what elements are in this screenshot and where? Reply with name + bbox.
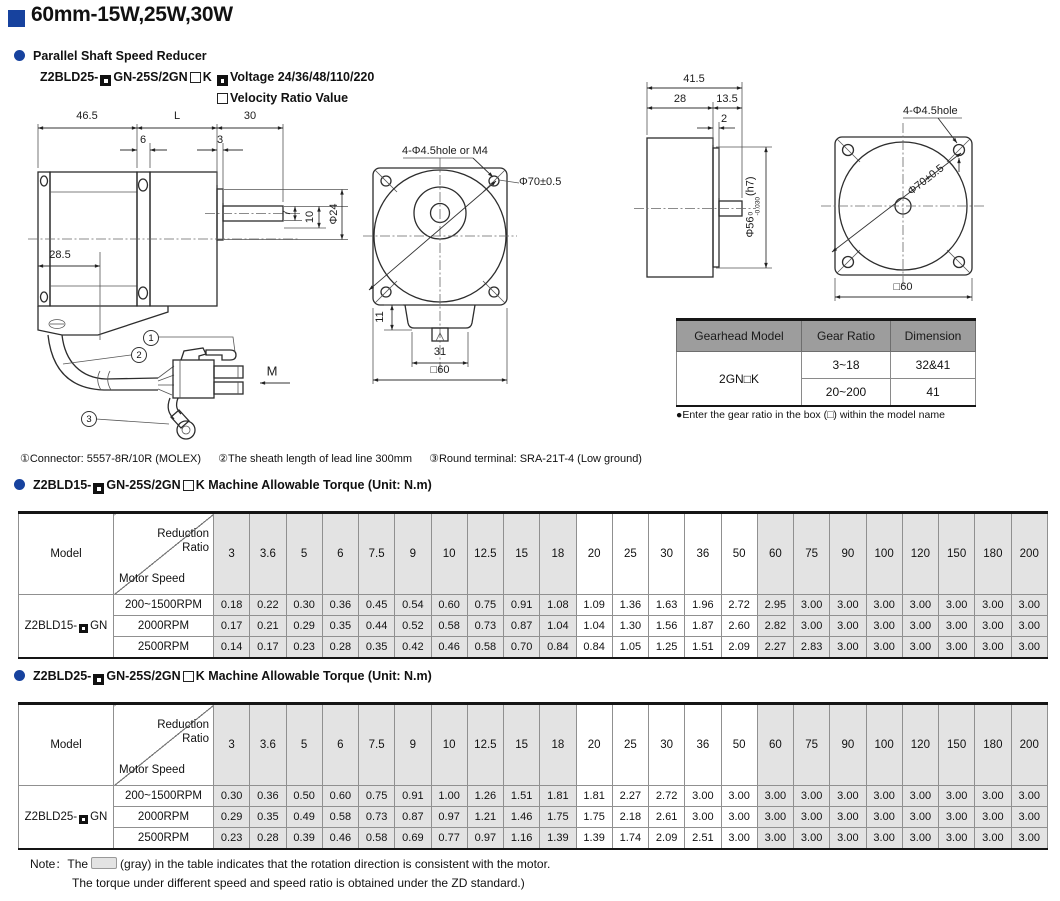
- footnote-sheath: ②The sheath length of lead line 300mm: [218, 453, 413, 465]
- speed-cell: 2500RPM: [114, 637, 214, 659]
- torque-cell: 0.35: [250, 807, 286, 828]
- ratio-header-cell: 100: [866, 704, 902, 786]
- torque-cell: 1.05: [612, 637, 648, 659]
- note-line-1: [30, 855, 550, 874]
- front-holes-label: 4-Φ4.5hole or M4: [402, 145, 488, 157]
- model-column-header: Model: [19, 513, 114, 595]
- torque-cell: 0.87: [504, 616, 540, 637]
- torque-cell: 2.60: [721, 616, 757, 637]
- title-square-icon: [8, 10, 25, 27]
- torque-cell: 0.46: [431, 637, 467, 659]
- section2-title-suffix: K Machine Allowable Torque (Unit: N.m): [195, 669, 432, 683]
- torque-cell: 3.00: [794, 807, 830, 828]
- torque-cell: 0.75: [359, 786, 395, 807]
- ratio-header-cell: 75: [794, 704, 830, 786]
- gearhead-header-dimension: Dimension: [891, 320, 976, 352]
- speed-cell: 200~1500RPM: [114, 595, 214, 616]
- torque-cell: 3.00: [685, 786, 721, 807]
- torque-cell: 0.97: [467, 828, 503, 850]
- model-suffix: K: [202, 70, 212, 84]
- speed-cell: 200~1500RPM: [114, 786, 214, 807]
- torque-cell: 3.00: [830, 616, 866, 637]
- bullet-icon: [14, 50, 25, 61]
- torque-cell: 0.60: [431, 595, 467, 616]
- torque-cell: 1.87: [685, 616, 721, 637]
- dimension-cell: 32&41: [891, 352, 976, 379]
- torque-cell: 2.27: [612, 786, 648, 807]
- torque-cell: 1.30: [612, 616, 648, 637]
- note-text-2: (gray) in the table indicates that the rotation direction is consistent with the motor.: [120, 857, 551, 871]
- torque-cell: 3.00: [866, 595, 902, 616]
- model-column-header: Model: [19, 704, 114, 786]
- torque-cell: 2.18: [612, 807, 648, 828]
- model-mid: GN-25S/2GN: [113, 70, 188, 84]
- torque-cell: 3.00: [794, 595, 830, 616]
- ratio-header-cell: 150: [939, 704, 975, 786]
- torque-cell: 3.00: [866, 828, 902, 850]
- ratio-header-cell: 12.5: [467, 704, 503, 786]
- torque-cell: 0.84: [540, 637, 576, 659]
- torque-cell: 0.36: [322, 595, 358, 616]
- torque-cell: 0.84: [576, 637, 612, 659]
- torque-cell: 1.00: [431, 786, 467, 807]
- ratio-header-cell: 18: [540, 513, 576, 595]
- dim-label-3: 3: [216, 134, 224, 146]
- ratio-header-cell: 3.6: [250, 513, 286, 595]
- torque-cell: 3.00: [1011, 786, 1048, 807]
- torque-cell: 3.00: [975, 637, 1011, 659]
- torque-cell: 0.91: [395, 786, 431, 807]
- gearhead-model-cell: 2GN□K: [677, 352, 802, 407]
- torque-cell: 3.00: [757, 828, 793, 850]
- torque-cell: 3.00: [721, 828, 757, 850]
- torque-cell: 3.00: [939, 786, 975, 807]
- torque-section-title-1: [14, 478, 432, 494]
- torque-cell: 0.17: [250, 637, 286, 659]
- torque-cell: 3.00: [975, 828, 1011, 850]
- dim-label-28-5: 28.5: [49, 249, 71, 261]
- torque-cell: 3.00: [866, 616, 902, 637]
- torque-cell: 0.14: [214, 637, 250, 659]
- motor-lead-label-M: M: [266, 363, 278, 379]
- torque-cell: 0.58: [431, 616, 467, 637]
- torque-cell: 2.27: [757, 637, 793, 659]
- torque-cell: 1.39: [540, 828, 576, 850]
- note-text-1: The: [67, 857, 89, 871]
- torque-cell: 3.00: [866, 637, 902, 659]
- torque-cell: 3.00: [939, 637, 975, 659]
- torque-cell: 3.00: [721, 807, 757, 828]
- torque-cell: 3.00: [830, 786, 866, 807]
- subtitle-label: Parallel Shaft Speed Reducer: [33, 49, 207, 63]
- subtitle: [14, 49, 207, 63]
- torque-cell: 3.00: [939, 807, 975, 828]
- torque-cell: 0.49: [286, 807, 322, 828]
- torque-cell: 0.70: [504, 637, 540, 659]
- speed-cell: 2000RPM: [114, 616, 214, 637]
- torque-cell: 3.00: [830, 828, 866, 850]
- front-pilot-label: Φ70±0.5: [519, 176, 562, 188]
- shaft-dia-base: Φ56: [744, 216, 757, 238]
- torque-cell: 3.00: [902, 595, 938, 616]
- torque-cell: 2.09: [721, 637, 757, 659]
- torque-cell: 0.44: [359, 616, 395, 637]
- dim-label-31: 31: [433, 346, 447, 358]
- torque-cell: 0.29: [214, 807, 250, 828]
- torque-cell: 1.16: [504, 828, 540, 850]
- ratio-header-cell: 36: [685, 704, 721, 786]
- gear-ratio-cell: 20~200: [802, 379, 891, 407]
- dim-label-46-5: 46.5: [76, 110, 98, 122]
- torque-cell: 0.22: [250, 595, 286, 616]
- dim-label-13-5: 13.5: [716, 93, 738, 105]
- torque-cell: 0.91: [504, 595, 540, 616]
- ratio-header-cell: 60: [757, 704, 793, 786]
- dim-label-2: 2: [721, 113, 728, 125]
- torque-cell: 0.28: [250, 828, 286, 850]
- torque-cell: 2.95: [757, 595, 793, 616]
- torque-cell: 3.00: [866, 786, 902, 807]
- side-view-drawing: [28, 124, 348, 439]
- torque-cell: 0.54: [395, 595, 431, 616]
- ratio-header-cell: 50: [721, 513, 757, 595]
- ratio-header-cell: 30: [649, 513, 685, 595]
- ratio-header-cell: 3: [214, 704, 250, 786]
- torque-cell: 3.00: [1011, 637, 1048, 659]
- ratio-header-cell: 120: [902, 513, 938, 595]
- torque-cell: 3.00: [830, 807, 866, 828]
- dim-label-square60-rear: □60: [893, 281, 913, 293]
- torque-cell: 3.00: [721, 786, 757, 807]
- torque-cell: 1.26: [467, 786, 503, 807]
- torque-cell: 0.45: [359, 595, 395, 616]
- torque-cell: 0.97: [431, 807, 467, 828]
- rear-holes-label: 4-Φ4.5hole: [903, 105, 958, 117]
- filled-box-icon: [79, 624, 88, 633]
- torque-cell: 0.58: [467, 637, 503, 659]
- ratio-header-cell: 60: [757, 513, 793, 595]
- torque-cell: 1.51: [504, 786, 540, 807]
- gear-ratio-cell: 3~18: [802, 352, 891, 379]
- torque-cell: 1.04: [540, 616, 576, 637]
- dim-label-30: 30: [243, 110, 257, 122]
- bullet-icon: [14, 479, 25, 490]
- torque-cell: 3.00: [794, 786, 830, 807]
- gearhead-header-model: Gearhead Model: [677, 320, 802, 352]
- torque-cell: 2.72: [721, 595, 757, 616]
- voltage-legend: [215, 70, 374, 86]
- torque-cell: 3.00: [757, 807, 793, 828]
- torque-cell: 2.72: [649, 786, 685, 807]
- ratio-header-cell: 180: [975, 704, 1011, 786]
- torque-cell: 0.30: [214, 786, 250, 807]
- torque-cell: 3.00: [1011, 616, 1048, 637]
- ratio-header-cell: 120: [902, 704, 938, 786]
- ratio-header-cell: 6: [322, 704, 358, 786]
- footnote-terminal: ③Round terminal: SRA-21T-4 (Low ground): [429, 453, 642, 465]
- shaft-dia-fit: (h7): [744, 176, 757, 197]
- ratio-header-cell: 75: [794, 513, 830, 595]
- torque-cell: 3.00: [1011, 595, 1048, 616]
- note-label: Note：: [30, 857, 68, 871]
- ratio-header-cell: 150: [939, 513, 975, 595]
- torque-cell: 1.51: [685, 637, 721, 659]
- callout-2: 2: [131, 347, 147, 363]
- dim-label-41-5: 41.5: [683, 73, 705, 85]
- torque-cell: 0.17: [214, 616, 250, 637]
- dim-label-phi24: Φ24: [328, 203, 340, 225]
- model-cell-suffix: GN: [90, 810, 108, 823]
- note-line-2: The torque under different speed and speed ratio is obtained under the ZD standard.): [72, 876, 525, 890]
- torque-cell: 3.00: [1011, 807, 1048, 828]
- ratio-header-cell: 9: [395, 704, 431, 786]
- open-box-icon: [217, 93, 228, 104]
- drawing-footnotes: [20, 452, 656, 465]
- torque-cell: 1.46: [504, 807, 540, 828]
- torque-cell: 3.00: [975, 595, 1011, 616]
- section1-model-prefix: Z2BLD15-: [33, 478, 92, 492]
- torque-cell: 0.69: [395, 828, 431, 850]
- torque-section-title-2: [14, 669, 432, 685]
- torque-cell: 3.00: [975, 786, 1011, 807]
- dim-label-L: L: [173, 110, 181, 122]
- torque-cell: 3.00: [830, 637, 866, 659]
- torque-cell: 1.09: [576, 595, 612, 616]
- ratio-header-cell: 3.6: [250, 704, 286, 786]
- torque-cell: 0.58: [322, 807, 358, 828]
- ratio-header-cell: 5: [286, 704, 322, 786]
- model-cell-prefix: Z2BLD25-: [24, 810, 78, 823]
- model-number-line: [40, 70, 212, 86]
- torque-cell: 3.00: [902, 637, 938, 659]
- model-cell: [19, 595, 114, 659]
- ratio-header-cell: 20: [576, 513, 612, 595]
- ratio-header-cell: 36: [685, 513, 721, 595]
- torque-cell: 0.87: [395, 807, 431, 828]
- dim-label-28: 28: [673, 93, 687, 105]
- ratio-header-cell: 90: [830, 704, 866, 786]
- velocity-ratio-legend: [215, 91, 348, 105]
- shaft-dia-tolerance: 0 -0.030: [747, 197, 761, 216]
- bullet-icon: [14, 670, 25, 681]
- gearhead-table: [676, 318, 976, 407]
- reduction-ratio-motor-speed-corner: [114, 704, 214, 786]
- section1-title-suffix: K Machine Allowable Torque (Unit: N.m): [195, 478, 432, 492]
- section1-model-mid: GN-25S/2GN: [106, 478, 181, 492]
- open-box-icon: [183, 671, 194, 682]
- torque-cell: 1.75: [576, 807, 612, 828]
- torque-cell: 1.04: [576, 616, 612, 637]
- torque-cell: 0.60: [322, 786, 358, 807]
- ratio-header-cell: 10: [431, 704, 467, 786]
- torque-cell: 0.73: [359, 807, 395, 828]
- open-box-icon: [183, 480, 194, 491]
- callout-3: 3: [81, 411, 97, 427]
- torque-cell: 0.36: [250, 786, 286, 807]
- ratio-header-cell: 50: [721, 704, 757, 786]
- torque-cell: 0.23: [214, 828, 250, 850]
- torque-cell: 0.18: [214, 595, 250, 616]
- torque-cell: 0.73: [467, 616, 503, 637]
- torque-cell: 2.51: [685, 828, 721, 850]
- torque-cell: 3.00: [685, 807, 721, 828]
- torque-cell: 3.00: [794, 616, 830, 637]
- filled-box-icon: [217, 75, 228, 86]
- torque-cell: 1.63: [649, 595, 685, 616]
- dim-label-shaft-diameter: [745, 176, 762, 237]
- filled-box-icon: [93, 674, 104, 685]
- torque-cell: 0.35: [322, 616, 358, 637]
- voltage-legend-label: Voltage 24/36/48/110/220: [230, 70, 375, 84]
- torque-cell: 1.74: [612, 828, 648, 850]
- ratio-header-cell: 15: [504, 513, 540, 595]
- model-prefix: Z2BLD25-: [40, 70, 99, 84]
- torque-cell: 0.29: [286, 616, 322, 637]
- torque-cell: 3.00: [866, 807, 902, 828]
- torque-cell: 2.61: [649, 807, 685, 828]
- gearhead-header-gear-ratio: Gear Ratio: [802, 320, 891, 352]
- torque-cell: 3.00: [902, 828, 938, 850]
- torque-cell: 0.30: [286, 595, 322, 616]
- torque-cell: 1.75: [540, 807, 576, 828]
- torque-cell: 3.00: [794, 828, 830, 850]
- ratio-header-cell: 5: [286, 513, 322, 595]
- torque-cell: 3.00: [975, 807, 1011, 828]
- ratio-header-cell: 7.5: [359, 513, 395, 595]
- torque-cell: 0.75: [467, 595, 503, 616]
- torque-cell: 2.83: [794, 637, 830, 659]
- torque-cell: 0.50: [286, 786, 322, 807]
- ratio-header-cell: 90: [830, 513, 866, 595]
- torque-cell: 3.00: [757, 786, 793, 807]
- ratio-header-cell: 180: [975, 513, 1011, 595]
- torque-cell: 0.42: [395, 637, 431, 659]
- ratio-header-cell: 7.5: [359, 704, 395, 786]
- model-cell-prefix: Z2BLD15-: [24, 619, 78, 632]
- torque-cell: 1.25: [649, 637, 685, 659]
- torque-cell: 2.82: [757, 616, 793, 637]
- torque-table-z2bld15: [18, 511, 1048, 659]
- ratio-header-cell: 25: [612, 513, 648, 595]
- torque-cell: 0.21: [250, 616, 286, 637]
- ratio-header-cell: 30: [649, 704, 685, 786]
- page-title: 60mm-15W,25W,30W: [31, 3, 233, 26]
- gearhead-table-note: ●Enter the gear ratio in the box (□) within the model name: [676, 409, 945, 421]
- speed-cell: 2000RPM: [114, 807, 214, 828]
- ratio-header-cell: 20: [576, 704, 612, 786]
- ratio-header-cell: 18: [540, 704, 576, 786]
- ratio-header-cell: 12.5: [467, 513, 503, 595]
- ratio-header-cell: 100: [866, 513, 902, 595]
- torque-cell: 3.00: [939, 616, 975, 637]
- open-box-icon: [190, 72, 201, 83]
- torque-cell: 0.77: [431, 828, 467, 850]
- filled-box-icon: [93, 483, 104, 494]
- corner-motor-speed-label: Motor Speed: [119, 764, 185, 776]
- section2-model-prefix: Z2BLD25-: [33, 669, 92, 683]
- torque-cell: 0.46: [322, 828, 358, 850]
- dim-label-6: 6: [139, 134, 147, 146]
- corner-reduction-ratio-label: Reduction Ratio: [157, 528, 209, 555]
- section2-model-mid: GN-25S/2GN: [106, 669, 181, 683]
- filled-box-icon: [79, 815, 88, 824]
- reduction-ratio-motor-speed-corner: [114, 513, 214, 595]
- ratio-header-cell: 200: [1011, 513, 1048, 595]
- table-note: [30, 855, 550, 893]
- filled-box-icon: [100, 75, 111, 86]
- torque-cell: 1.96: [685, 595, 721, 616]
- torque-cell: 2.09: [649, 828, 685, 850]
- dim-label-square60-front: □60: [430, 364, 450, 376]
- torque-cell: 0.39: [286, 828, 322, 850]
- torque-cell: 0.52: [395, 616, 431, 637]
- dim-label-11: 11: [374, 311, 386, 323]
- dimension-cell: 41: [891, 379, 976, 407]
- torque-cell: 3.00: [902, 616, 938, 637]
- ratio-header-cell: 25: [612, 704, 648, 786]
- torque-cell: 3.00: [902, 807, 938, 828]
- torque-cell: 0.58: [359, 828, 395, 850]
- gray-swatch-icon: [91, 857, 117, 869]
- ratio-header-cell: 15: [504, 704, 540, 786]
- torque-cell: 1.21: [467, 807, 503, 828]
- model-cell-suffix: GN: [90, 619, 108, 632]
- rear-view-drawing: [821, 118, 986, 301]
- torque-table-z2bld25: [18, 702, 1048, 850]
- torque-cell: 1.36: [612, 595, 648, 616]
- torque-cell: 1.56: [649, 616, 685, 637]
- corner-motor-speed-label: Motor Speed: [119, 573, 185, 585]
- torque-cell: 1.81: [576, 786, 612, 807]
- torque-cell: 3.00: [830, 595, 866, 616]
- torque-cell: 3.00: [975, 616, 1011, 637]
- rear-pilot-label: Φ70±0.5: [905, 162, 947, 198]
- ratio-header-cell: 3: [214, 513, 250, 595]
- ratio-header-cell: 10: [431, 513, 467, 595]
- torque-cell: 0.23: [286, 637, 322, 659]
- ratio-header-cell: 6: [322, 513, 358, 595]
- dim-label-7: 7: [281, 209, 293, 217]
- footnote-connector: ①Connector: 5557-8R/10R (MOLEX): [20, 453, 202, 465]
- torque-cell: 3.00: [902, 786, 938, 807]
- callout-1: 1: [143, 330, 159, 346]
- dim-label-10: 10: [304, 210, 316, 224]
- torque-cell: 3.00: [939, 595, 975, 616]
- torque-cell: 3.00: [1011, 828, 1048, 850]
- torque-cell: 1.81: [540, 786, 576, 807]
- ratio-header-cell: 200: [1011, 704, 1048, 786]
- model-cell: [19, 786, 114, 850]
- torque-cell: 0.28: [322, 637, 358, 659]
- ratio-header-cell: 9: [395, 513, 431, 595]
- torque-cell: 1.08: [540, 595, 576, 616]
- velocity-legend-label: Velocity Ratio Value: [230, 91, 349, 105]
- torque-cell: 0.35: [359, 637, 395, 659]
- speed-cell: 2500RPM: [114, 828, 214, 850]
- torque-cell: 1.39: [576, 828, 612, 850]
- torque-cell: 3.00: [939, 828, 975, 850]
- corner-reduction-ratio-label: Reduction Ratio: [157, 719, 209, 746]
